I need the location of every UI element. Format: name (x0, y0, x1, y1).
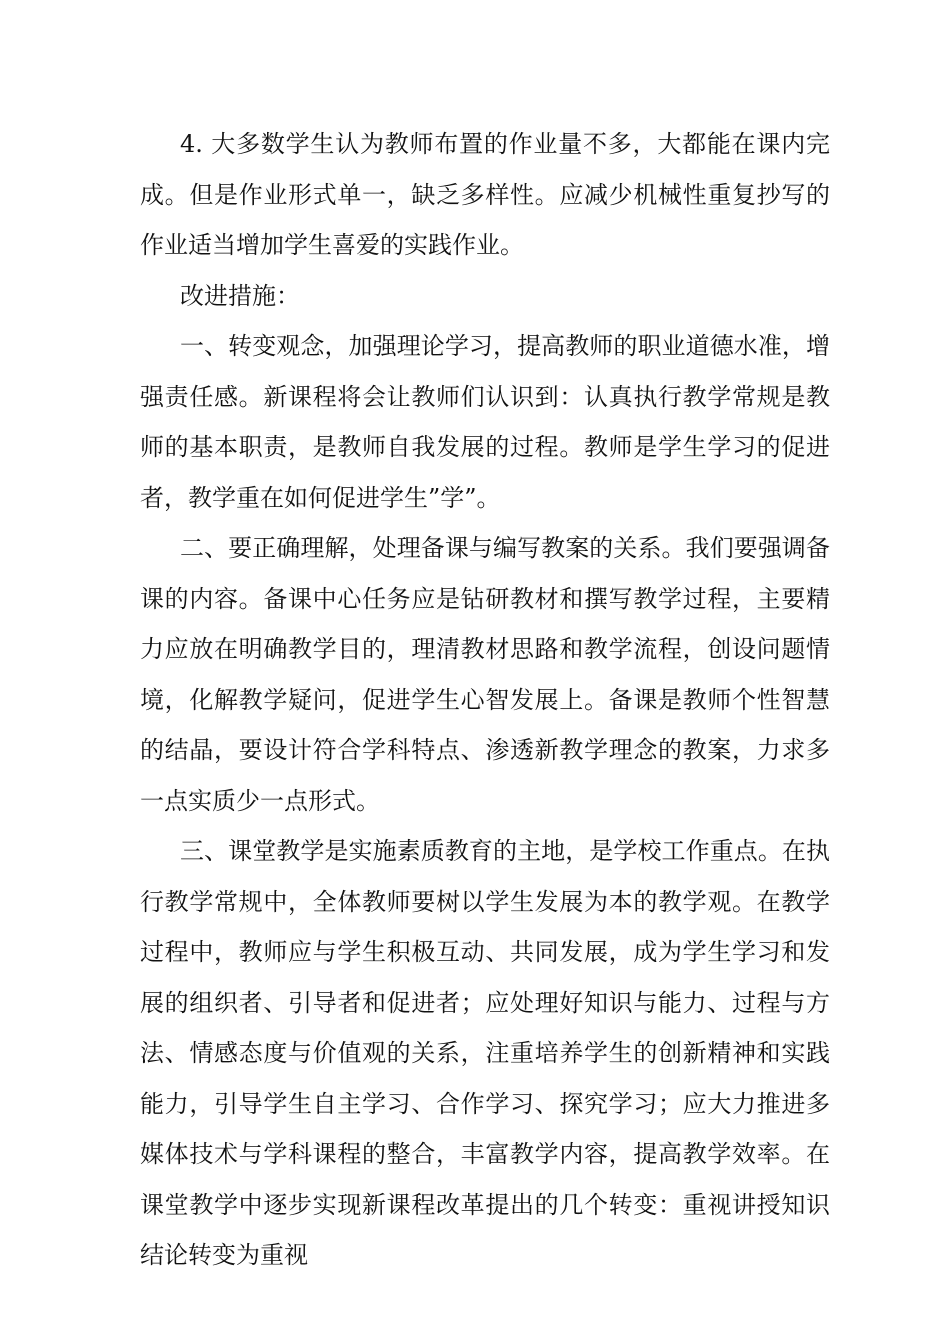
paragraph-measure-three: 三、课堂教学是实施素质教育的主地，是学校工作重点。在执行教学常规中，全体教师要树以学生发展为本的教学观。在教学过程中，教师应与学生积极互动、共同发展，成为学生学习和发展的组织者、引导者和促进者；应处理好知识与能力、过程与方法、情感态度与价值观的关系，注重培养学生的创新精神和实践能力，引导学生自主学习、合作学习、探究学习；应大力推进多媒体技术与学科课程的整合，丰富教学内容，提高教学效率。在课堂教学中逐步实现新课程改革提出的几个转变：重视讲授知识结论转变为重视 (140, 837, 830, 1269)
paragraph-measure-two: 二、要正确理解，处理备课与编写教案的关系。我们要强调备课的内容。备课中心任务应是钻研教材和撰写教学过程，主要精力应放在明确教学目的，理清教材思路和教学流程，创设问题情境，化解教学疑问，促进学生心智发展上。备课是教师个性智慧的结晶，要设计符合学科特点、渗透新教学理念的教案，力求多一点实质少一点形式。 (140, 534, 830, 815)
paragraph-measure-one: 一、转变观念，加强理论学习，提高教师的职业道德水准，增强责任感。新课程将会让教师们认识到：认真执行教学常规是教师的基本职责，是教师自我发展的过程。教师是学生学习的促进者，教学重在如何促进学生”学”。 (140, 332, 830, 512)
document-body (140, 119, 830, 1281)
paragraph-homework-finding: 4. 大多数学生认为教师布置的作业量不多，大都能在课内完成。但是作业形式单一，缺乏多样性。应减少机械性重复抄写的作业适当增加学生喜爱的实践作业。 (140, 130, 830, 259)
paragraph-improvement-heading: 改进措施： (180, 281, 300, 310)
